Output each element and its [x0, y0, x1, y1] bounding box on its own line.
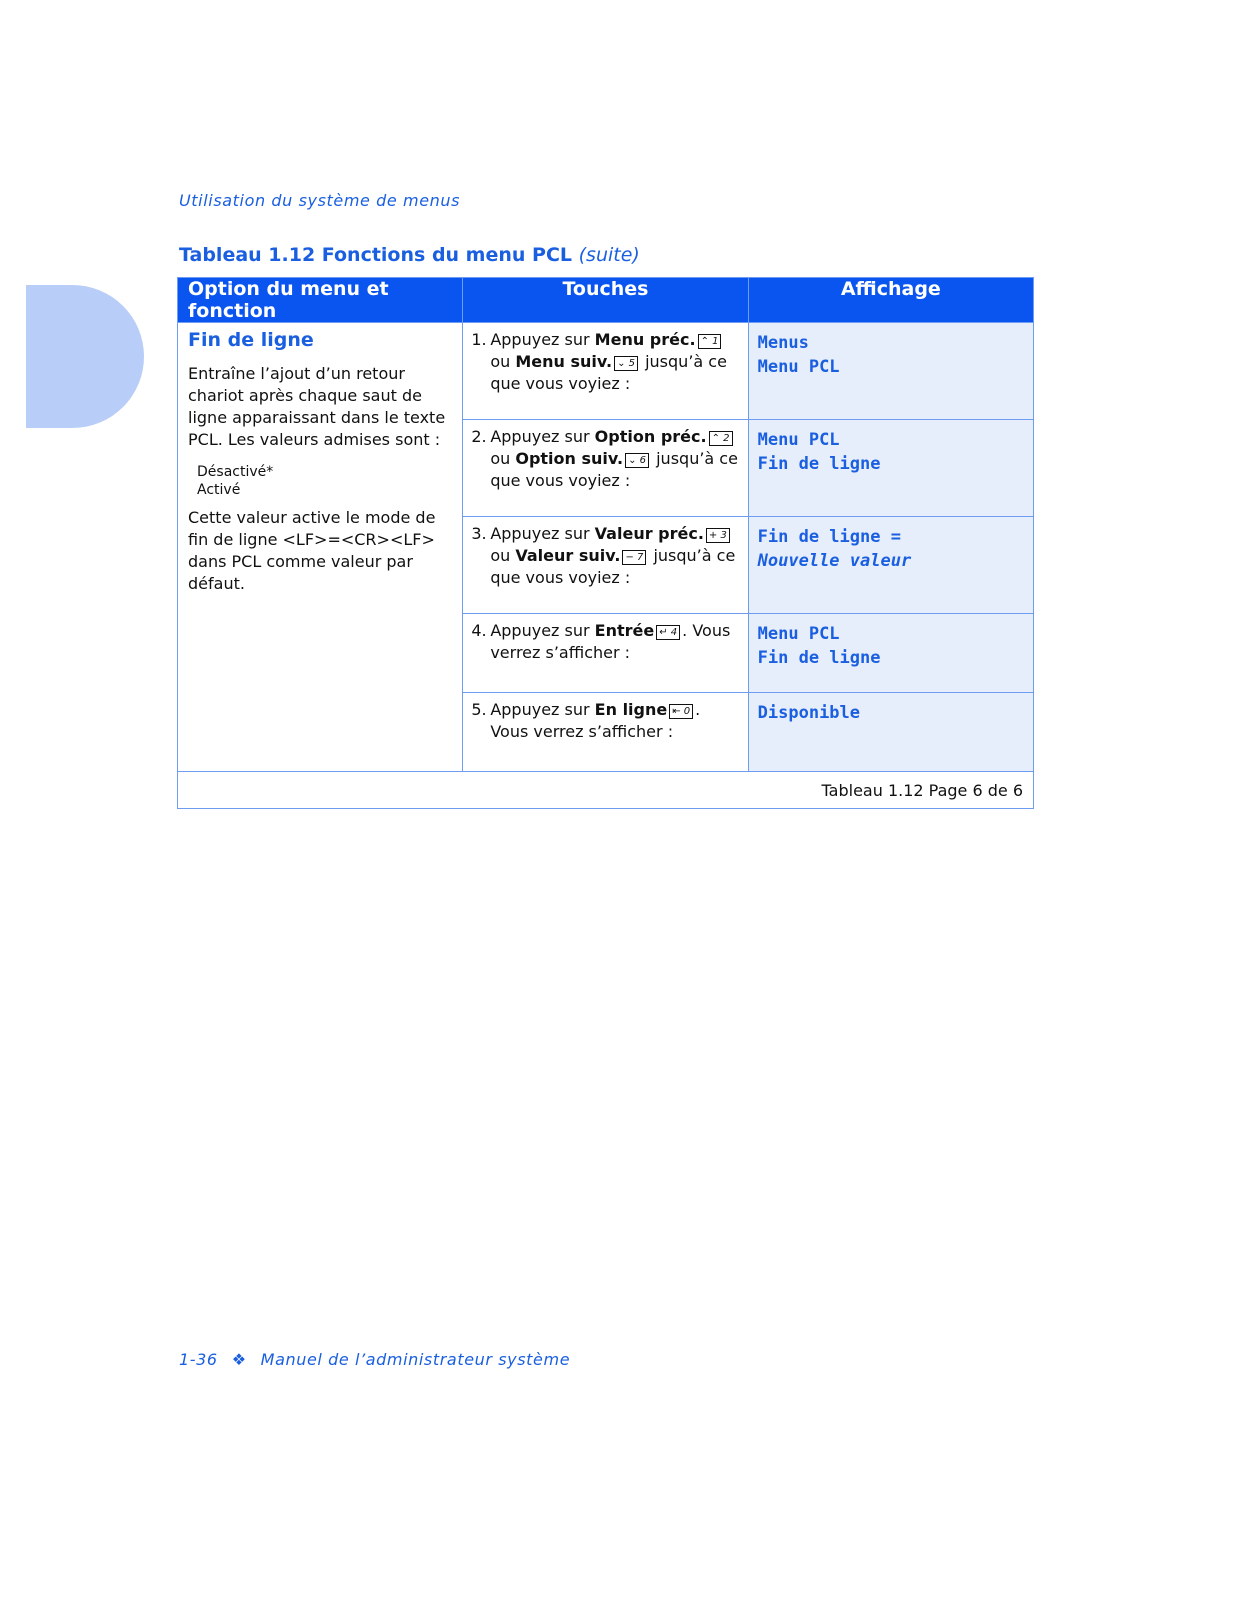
table-header-row — [178, 278, 1034, 323]
step — [471, 699, 739, 743]
step-post: jusqu’à ce que vous voyiez : — [490, 352, 727, 393]
step-pre: Appuyez sur — [490, 524, 595, 543]
key-label: Entrée — [594, 621, 655, 640]
up-arrow-key-icon: ⌃ 1 — [698, 334, 722, 349]
key-label: Valeur préc. — [594, 524, 704, 543]
table-footer: Tableau 1.12 Page 6 de 6 — [178, 772, 1034, 809]
minus-key-icon: − 7 — [622, 550, 646, 565]
step-text — [490, 329, 739, 395]
display-cell — [748, 693, 1033, 772]
table-title-main: Tableau 1.12 Fonctions du menu PCL — [179, 244, 573, 266]
step-number: 5. — [471, 700, 487, 719]
plus-key-icon: + 3 — [706, 528, 730, 543]
display-line: Disponible — [757, 703, 861, 723]
option-cell — [178, 323, 463, 772]
step — [471, 523, 739, 589]
step-post: . Vous verrez s’afficher : — [490, 700, 701, 741]
diamond-separator-icon: ❖ — [231, 1350, 247, 1369]
option-value: Activé — [197, 482, 241, 498]
option-values — [197, 463, 452, 499]
step-keys-cell — [463, 614, 748, 693]
chapter-tab-marker — [26, 285, 144, 428]
up-arrow-key-icon: ⌃ 2 — [709, 431, 733, 446]
step-mid: ou — [490, 352, 516, 371]
display-cell — [748, 517, 1033, 614]
step-pre: Appuyez sur — [490, 427, 595, 446]
step-keys-cell — [463, 693, 748, 772]
key-label: Menu suiv. — [515, 352, 613, 371]
display-cell — [748, 323, 1033, 420]
enter-key-icon: ↵ 4 — [656, 625, 680, 640]
step — [471, 426, 739, 492]
step-mid: ou — [490, 449, 516, 468]
key-label: Menu préc. — [594, 330, 696, 349]
display-line: Fin de ligne — [757, 454, 881, 474]
display-line: Menu PCL — [757, 430, 840, 450]
table-title-suffix: (suite) — [578, 244, 640, 266]
running-head: Utilisation du système de menus — [179, 191, 461, 210]
option-description: Entraîne l’ajout d’un retour chariot après chaque saut de ligne apparaissant dans le texte PCL. Les valeurs admises sont : — [188, 364, 446, 449]
key-label: Option suiv. — [515, 449, 624, 468]
table-row — [178, 323, 1034, 420]
pcl-menu-table — [177, 277, 1034, 809]
table-footer-row — [178, 772, 1034, 809]
step-text — [490, 699, 739, 743]
display-line: Menu PCL — [757, 357, 840, 377]
key-label: Valeur suiv. — [515, 546, 621, 565]
step-pre: Appuyez sur — [490, 330, 595, 349]
step-number: 3. — [471, 524, 487, 543]
table-title — [179, 244, 640, 266]
step-number: 1. — [471, 330, 487, 349]
step-post: jusqu’à ce que vous voyiez : — [490, 546, 736, 587]
down-arrow-key-icon: ⌄ 5 — [614, 356, 638, 371]
column-header-display: Affichage — [748, 278, 1033, 323]
step-keys-cell — [463, 323, 748, 420]
manual-title: Manuel de l’administrateur système — [260, 1350, 571, 1369]
key-label: Option préc. — [594, 427, 707, 446]
step-keys-cell — [463, 517, 748, 614]
step-mid: ou — [490, 546, 516, 565]
step-post: . Vous verrez s’afficher : — [490, 621, 731, 662]
step — [471, 620, 739, 664]
step-number: 4. — [471, 621, 487, 640]
step-pre: Appuyez sur — [490, 700, 595, 719]
step-number: 2. — [471, 427, 487, 446]
page-footer — [179, 1350, 570, 1369]
option-title: Fin de ligne — [188, 329, 314, 351]
display-cell — [748, 420, 1033, 517]
step-text — [490, 523, 739, 589]
step-keys-cell — [463, 420, 748, 517]
step-text — [490, 426, 739, 492]
display-line: Fin de ligne — [757, 648, 881, 668]
option-value: Désactivé* — [197, 464, 274, 480]
page-number: 1-36 — [179, 1350, 218, 1369]
online-key-icon: ⇤ 0 — [669, 704, 693, 719]
display-line: Menu PCL — [757, 624, 840, 644]
display-line: Menus — [757, 333, 809, 353]
display-cell — [748, 614, 1033, 693]
display-line: Fin de ligne = — [757, 527, 901, 547]
column-header-option: Option du menu et fonction — [178, 278, 463, 323]
step — [471, 329, 739, 395]
column-header-keys: Touches — [463, 278, 748, 323]
display-line: Nouvelle valeur — [757, 551, 912, 571]
step-pre: Appuyez sur — [490, 621, 595, 640]
step-text — [490, 620, 739, 664]
step-post: jusqu’à ce que vous voyiez : — [490, 449, 738, 490]
key-label: En ligne — [594, 700, 668, 719]
down-arrow-key-icon: ⌄ 6 — [625, 453, 649, 468]
option-note: Cette valeur active le mode de fin de ligne <LF>=<CR><LF> dans PCL comme valeur par défaut. — [188, 508, 436, 593]
